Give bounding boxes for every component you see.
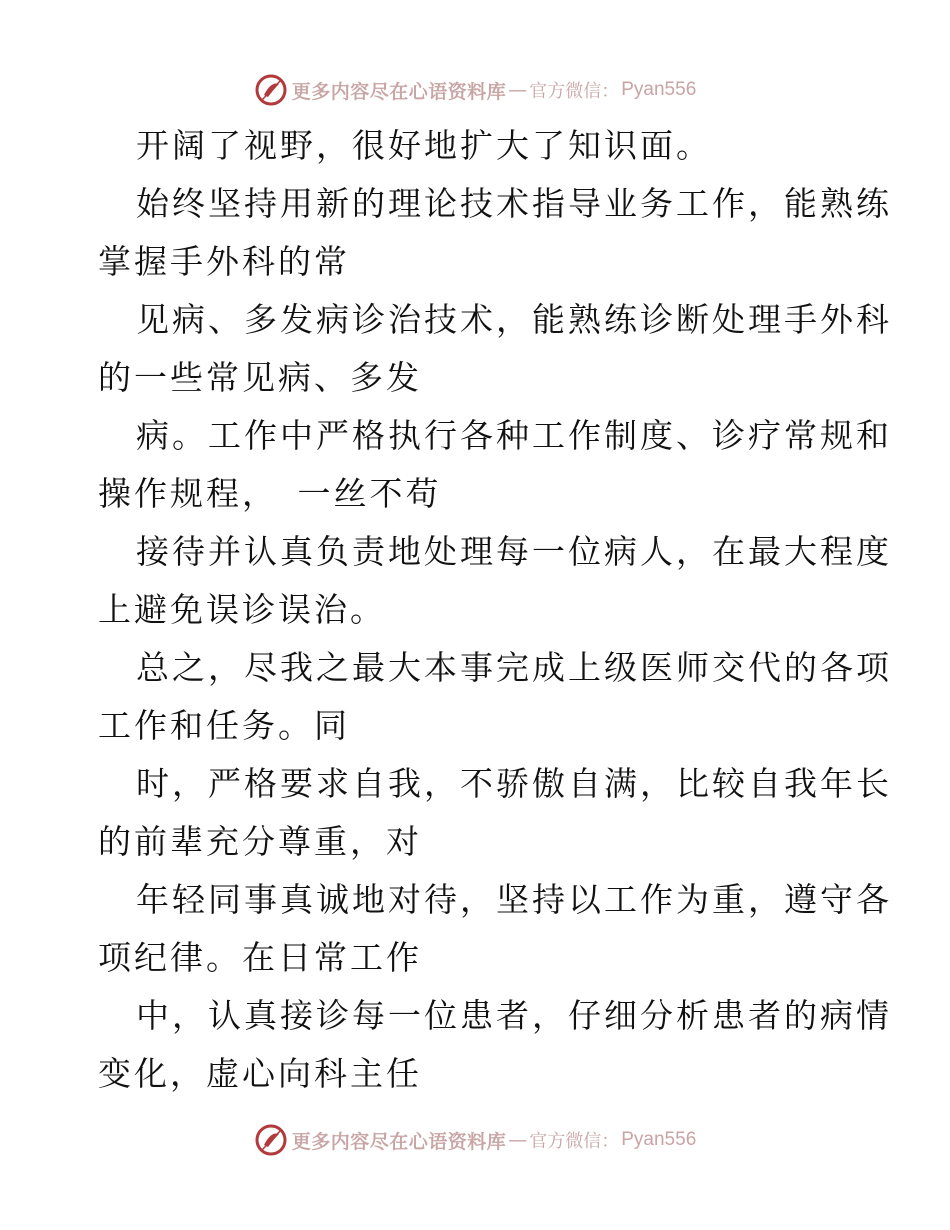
logo-icon bbox=[254, 73, 288, 107]
header-banner bbox=[0, 70, 950, 110]
text-line: 的前辈充分尊重，对 bbox=[98, 822, 422, 861]
text-line: 上避免误诊误治。 bbox=[98, 590, 386, 629]
text-line: 工作和任务。同 bbox=[98, 706, 350, 745]
text-line: 掌握手外科的常 bbox=[98, 242, 350, 281]
text-line: 项纪律。在日常工作 bbox=[98, 938, 422, 977]
text-line: 见病、多发病诊治技术，能熟练诊断处理手外科 bbox=[136, 300, 892, 339]
banner-wechat-label: 官方微信： bbox=[529, 81, 620, 102]
document-body bbox=[98, 117, 892, 1103]
text-line: 病。工作中严格执行各种工作制度、诊疗常规和 bbox=[136, 416, 892, 455]
banner-title: 更多内容尽在心语资料库 bbox=[291, 80, 507, 103]
text-line: 接待并认真负责地处理每一位病人，在最大程度 bbox=[136, 532, 892, 571]
text-line: 开阔了视野，很好地扩大了知识面。 bbox=[136, 126, 712, 165]
banner-wechat-id: Pyan556 bbox=[621, 1129, 697, 1150]
banner-separator: — bbox=[508, 1129, 528, 1151]
footer-banner bbox=[0, 1120, 950, 1160]
text-line: 总之，尽我之最大本事完成上级医师交代的各项 bbox=[136, 648, 892, 687]
text-line: 时，严格要求自我，不骄傲自满，比较自我年长 bbox=[136, 764, 892, 803]
banner-wechat-id: Pyan556 bbox=[621, 79, 697, 100]
banner-separator: — bbox=[508, 79, 528, 101]
text-line: 的一些常见病、多发 bbox=[98, 358, 422, 397]
text-line: 年轻同事真诚地对待，坚持以工作为重，遵守各 bbox=[136, 880, 892, 919]
text-line: 操作规程， 一丝不苟 bbox=[98, 474, 442, 513]
text-line: 中，认真接诊每一位患者，仔细分析患者的病情 bbox=[136, 996, 892, 1035]
text-line: 始终坚持用新的理论技术指导业务工作，能熟练 bbox=[136, 184, 892, 223]
text-line: 变化，虚心向科主任 bbox=[98, 1054, 422, 1093]
logo-icon bbox=[254, 1123, 288, 1157]
banner-title: 更多内容尽在心语资料库 bbox=[291, 1130, 507, 1153]
banner-wechat-label: 官方微信： bbox=[529, 1131, 620, 1152]
